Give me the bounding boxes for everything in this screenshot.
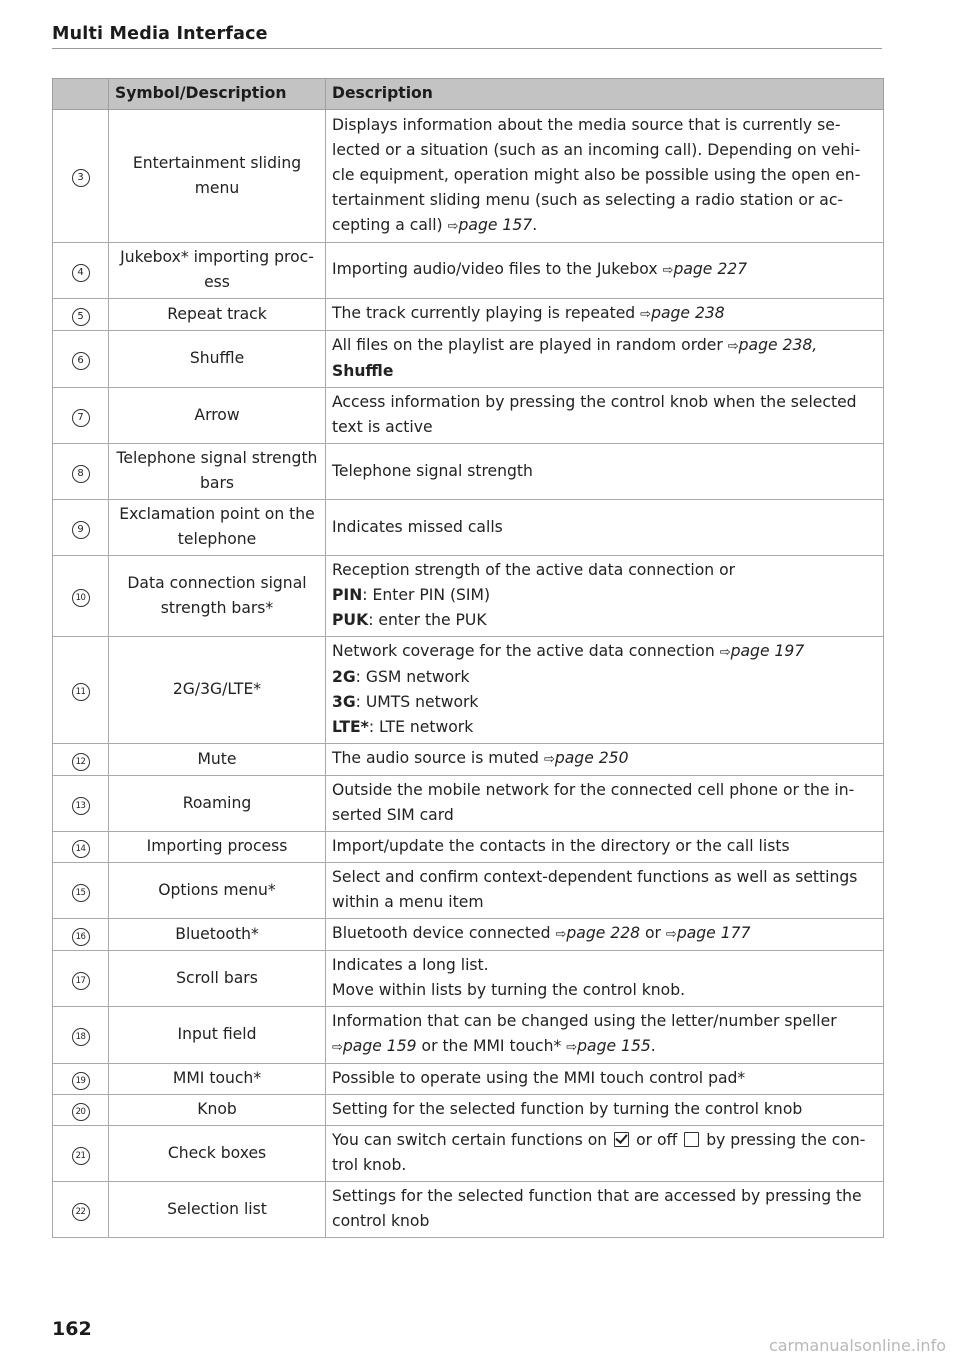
callout-number: 10: [72, 589, 90, 607]
callout-number: 8: [72, 465, 90, 483]
symbol-name: Data connection signal strength bars*: [109, 556, 326, 637]
table-row: [53, 863, 884, 919]
symbol-name: Entertainment sliding menu: [109, 110, 326, 243]
table-row: [53, 637, 884, 744]
page-reference[interactable]: page 157: [458, 215, 533, 234]
page-reference[interactable]: page 227: [673, 260, 748, 278]
callout-number: 16: [72, 928, 90, 946]
symbol-table: [52, 78, 884, 1238]
description: Select and confirm context-dependent functions as well as settings within a menu item: [326, 863, 884, 919]
description: The audio source is muted ⇨page 250: [326, 744, 884, 776]
description: Outside the mobile network for the connected cell phone or the inserted SIM card: [326, 776, 884, 832]
symbol-name: MMI touch*: [109, 1064, 326, 1095]
reference-arrow-icon: ⇨: [640, 307, 652, 322]
table-row: [53, 1007, 884, 1064]
table-row: [53, 1064, 884, 1095]
table-row: [53, 556, 884, 637]
symbol-name: Jukebox* importing process: [109, 243, 326, 299]
table-row: [53, 1182, 884, 1238]
description: Displays information about the media source that is currently selected or a situation (such as an incoming call). Depending on vehicle equipment, operation might also be possible using the open entertainment sliding menu (such as selecting a radio station or accepting a call) ⇨page 157.: [326, 110, 884, 243]
header-symbol: Symbol/Description: [109, 79, 326, 110]
menu-term: Shuffle: [332, 362, 394, 380]
reference-arrow-icon: ⇨: [447, 218, 459, 234]
table-row: [53, 110, 884, 243]
unchecked-checkbox-icon: [684, 1132, 699, 1147]
symbol-name: Scroll bars: [109, 951, 326, 1007]
symbol-name: Repeat track: [109, 299, 326, 331]
symbol-name: Knob: [109, 1095, 326, 1126]
callout-number: 12: [72, 753, 90, 771]
description: The track currently playing is repeated ⇨page 238: [326, 299, 884, 331]
callout-number: 9: [72, 521, 90, 539]
symbol-name: Arrow: [109, 388, 326, 444]
callout-number: 14: [72, 840, 90, 858]
table-row: [53, 776, 884, 832]
page-reference[interactable]: page 238: [651, 304, 725, 322]
reference-arrow-icon: ⇨: [332, 1040, 343, 1055]
description: Indicates a long list. Move within lists by turning the control knob.: [326, 951, 884, 1007]
table-row: [53, 500, 884, 556]
symbol-name: Bluetooth*: [109, 919, 326, 951]
symbol-name: Mute: [109, 744, 326, 776]
reference-arrow-icon: ⇨: [719, 645, 731, 660]
description: Information that can be changed using the letter/number speller ⇨page 159 or the MMI touch* ⇨page 155.: [326, 1007, 884, 1064]
callout-number: 4: [72, 264, 90, 282]
callout-number: 13: [72, 797, 90, 815]
callout-number: 17: [72, 972, 90, 990]
callout-number: 5: [72, 308, 90, 326]
header-number-cell: [53, 79, 109, 110]
table-row: [53, 951, 884, 1007]
page-header: [52, 24, 882, 49]
description: Setting for the selected function by turning the control knob: [326, 1095, 884, 1126]
page-reference[interactable]: page 250: [554, 749, 629, 767]
callout-number: 6: [72, 352, 90, 370]
description: Telephone signal strength: [326, 444, 884, 500]
description: Access information by pressing the control knob when the selected text is active: [326, 388, 884, 444]
symbol-name: Shuffle: [109, 331, 326, 388]
symbol-name: Importing process: [109, 832, 326, 863]
reference-arrow-icon: ⇨: [543, 752, 555, 767]
table-header-row: [53, 79, 884, 110]
symbol-name: 2G/3G/LTE*: [109, 637, 326, 744]
watermark: carmanualsonline.info: [768, 1336, 946, 1355]
callout-number: 22: [72, 1203, 90, 1221]
symbol-name: Selection list: [109, 1182, 326, 1238]
callout-number: 7: [72, 409, 90, 427]
page-reference[interactable]: page 159: [342, 1037, 417, 1055]
symbol-name: Exclamation point on the telephone: [109, 500, 326, 556]
description: Importing audio/video files to the Jukebox ⇨page 227: [326, 243, 884, 299]
table-row: [53, 1095, 884, 1126]
page-reference[interactable]: page 177: [676, 924, 751, 942]
page-number: 162: [52, 1318, 92, 1340]
table-row: [53, 331, 884, 388]
table-row: [53, 744, 884, 776]
table-row: [53, 299, 884, 331]
table-row: [53, 388, 884, 444]
description: All files on the playlist are played in random order ⇨page 238, Shuffle: [326, 331, 884, 388]
symbol-name: Roaming: [109, 776, 326, 832]
table-row: [53, 444, 884, 500]
reference-arrow-icon: ⇨: [727, 339, 739, 354]
symbol-name: Options menu*: [109, 863, 326, 919]
symbol-name: Input field: [109, 1007, 326, 1064]
symbol-name: Check boxes: [109, 1126, 326, 1182]
header-description: Description: [326, 79, 884, 110]
reference-arrow-icon: ⇨: [566, 1040, 578, 1055]
checked-checkbox-icon: [614, 1132, 629, 1147]
callout-number: 18: [72, 1028, 90, 1046]
page-reference[interactable]: page 238,: [738, 336, 818, 354]
callout-number: 11: [72, 683, 90, 701]
description: Import/update the contacts in the directory or the call lists: [326, 832, 884, 863]
callout-number: 19: [72, 1072, 90, 1090]
reference-arrow-icon: ⇨: [555, 927, 567, 942]
page-reference[interactable]: page 228: [566, 924, 641, 942]
callout-number: 3: [72, 169, 90, 187]
description: Bluetooth device connected ⇨page 228 or ⇨page 177: [326, 919, 884, 951]
description: Possible to operate using the MMI touch control pad*: [326, 1064, 884, 1095]
table-row: [53, 1126, 884, 1182]
callout-number: 21: [72, 1147, 90, 1165]
reference-arrow-icon: ⇨: [665, 927, 677, 942]
page-reference[interactable]: page 197: [730, 642, 805, 660]
page-title: Multi Media Interface: [52, 24, 268, 44]
description: You can switch certain functions on or off by pressing the control knob.: [326, 1126, 884, 1182]
callout-number: 15: [72, 884, 90, 902]
table-row: [53, 919, 884, 951]
callout-number: 20: [72, 1103, 90, 1121]
description: Settings for the selected function that are accessed by pressing the control knob: [326, 1182, 884, 1238]
description: Network coverage for the active data connection ⇨page 197 2G: GSM network 3G: UMTS network LTE*: LTE network: [326, 637, 884, 744]
table-row: [53, 832, 884, 863]
description: Reception strength of the active data connection or PIN: Enter PIN (SIM) PUK: enter the PUK: [326, 556, 884, 637]
table-row: [53, 243, 884, 299]
symbol-name: Telephone signal strength bars: [109, 444, 326, 500]
page-reference[interactable]: page 155: [577, 1037, 651, 1055]
description: Indicates missed calls: [326, 500, 884, 556]
reference-arrow-icon: ⇨: [662, 263, 674, 278]
